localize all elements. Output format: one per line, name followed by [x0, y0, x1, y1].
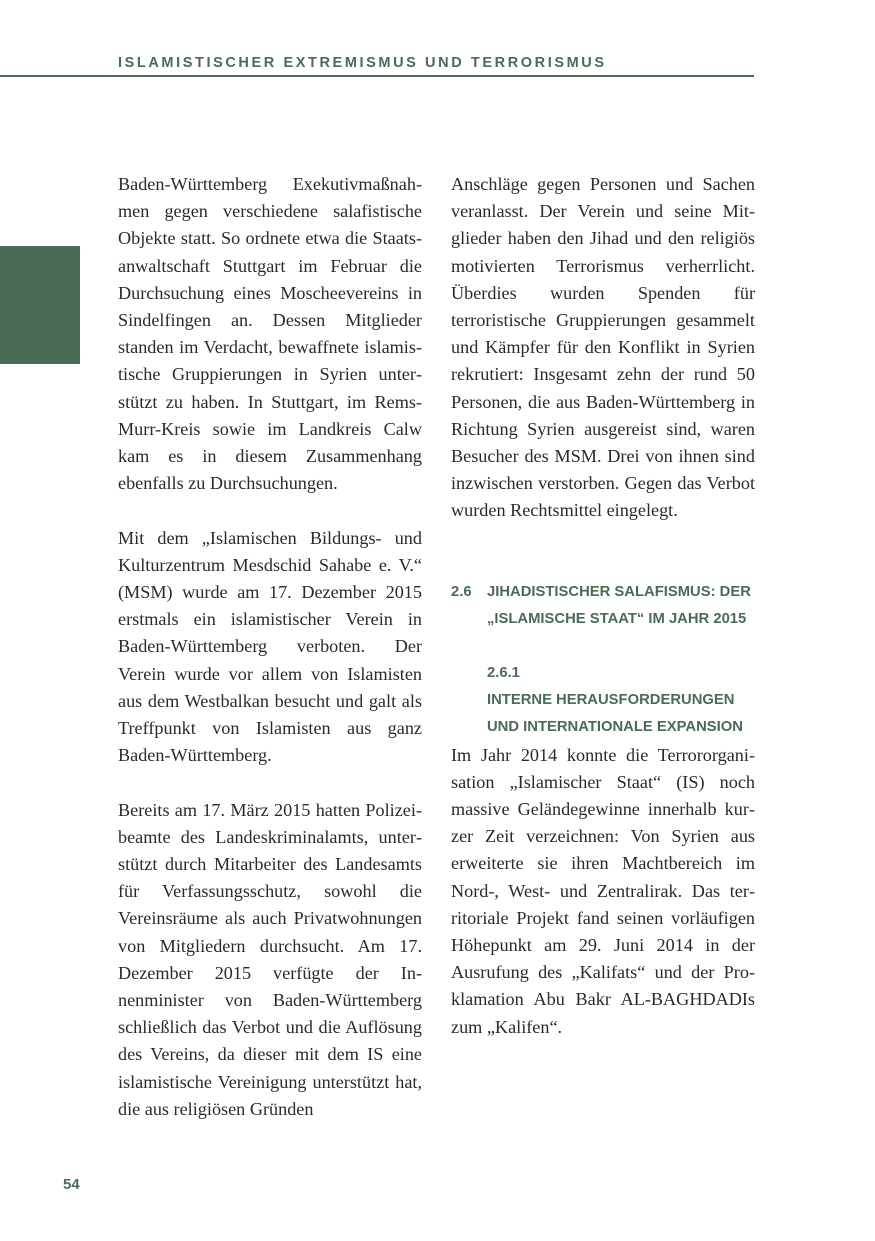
paragraph: Anschläge gegen Personen und Sachen veranlasst. Der Verein und seine Mitglieder haben den Jihad und den religiös motivierten Terrorismus verherrlicht. Überdies wurden Spenden für terroristische Gruppierungen gesammelt und Kämpfer für den Konflikt in Syrien rekrutiert: Insgesamt zehn der rund 50 Personen, die aus Baden-Württemberg in Richtung Syrien ausgereist sind, waren Besucher des MSM. Drei von ihnen sind inzwischen verstorben. Gegen das Verbot wurden Rechtsmittel eingelegt. [451, 174, 755, 521]
subsection-heading [451, 660, 755, 742]
paragraph: Baden-Württemberg Exekutivmaßnahmen gegen verschiedene salafistische Objekte statt. So ordnete etwa die Staatsanwaltschaft Stuttgart im Februar die Durchsuchung eines Moscheevereins in Sindelfingen an. Dessen Mitglieder standen im Verdacht, bewaffnete islamistische Gruppierungen in Syrien unterstützt zu haben. In Stuttgart, im Rems-Murr-Kreis sowie im Landkreis Calw kam es in diesem Zusammenhang ebenfalls zu Durchsuchungen. [118, 174, 422, 494]
right-column [451, 171, 755, 1041]
header-rule [0, 75, 754, 77]
running-title: ISLAMISTISCHER EXTREMISMUS UND TERRORISMUS [118, 55, 607, 71]
paragraph: Bereits am 17. März 2015 hatten Polizeibeamte des Landeskriminalamts, unterstützt durch Mitarbeiter des Landesamts für Verfassungsschutz, sowohl die Vereinsräume als auch Privatwohnungen von Mitgliedern durchsucht. Am 17. Dezember 2015 verfügte der Innenminister von Baden-Württemberg schließlich das Verbot und die Auflösung des Vereins, da dieser mit dem IS eine islamistische Vereinigung unterstützt hat, die aus religiösen Gründen [118, 799, 422, 1119]
subsection-title: INTERNE HERAUSFORDERUNGEN UND INTERNATIONALE EXPANSION [487, 692, 743, 736]
paragraph: Mit dem „Islamischen Bildungs- und Kulturzentrum Mesdschid Sahabe e. V.“ (MSM) wurde am 17. Dezember 2015 erstmals ein islamistischer Verein in Baden-Württemberg verboten. Der Verein wurde vor allem von Islamisten aus dem Westbalkan besucht und galt als Treffpunkt von Islamisten aus ganz Baden-Württemberg. [118, 527, 422, 766]
page-number: 54 [63, 1176, 80, 1193]
paragraph: Im Jahr 2014 konnte die Terrororganisation „Islamischer Staat“ (IS) noch massive Geländegewinne innerhalb kurzer Zeit verzeichnen: Von Syrien aus erweiterte sie ihren Machtbereich im Nord-, West- und Zentralirak. Das territoriale Projekt fand seinen vorläufigen Höhepunkt am 29. Juni 2014 in der Ausrufung des „Kalifats“ und der Proklamation Abu Bakr AL-BAGHDADIs zum „Kalifen“. [451, 744, 755, 1037]
section-heading [451, 579, 755, 633]
subsection-number: 2.6.1 [487, 665, 520, 682]
section-number: 2.6 [451, 583, 472, 600]
left-column [118, 171, 422, 1123]
chapter-tab-marker [0, 246, 80, 364]
section-title: JIHADISTISCHER SALAFISMUS: DER „ISLAMISCHE STAAT“ IM JAHR 2015 [487, 583, 751, 627]
